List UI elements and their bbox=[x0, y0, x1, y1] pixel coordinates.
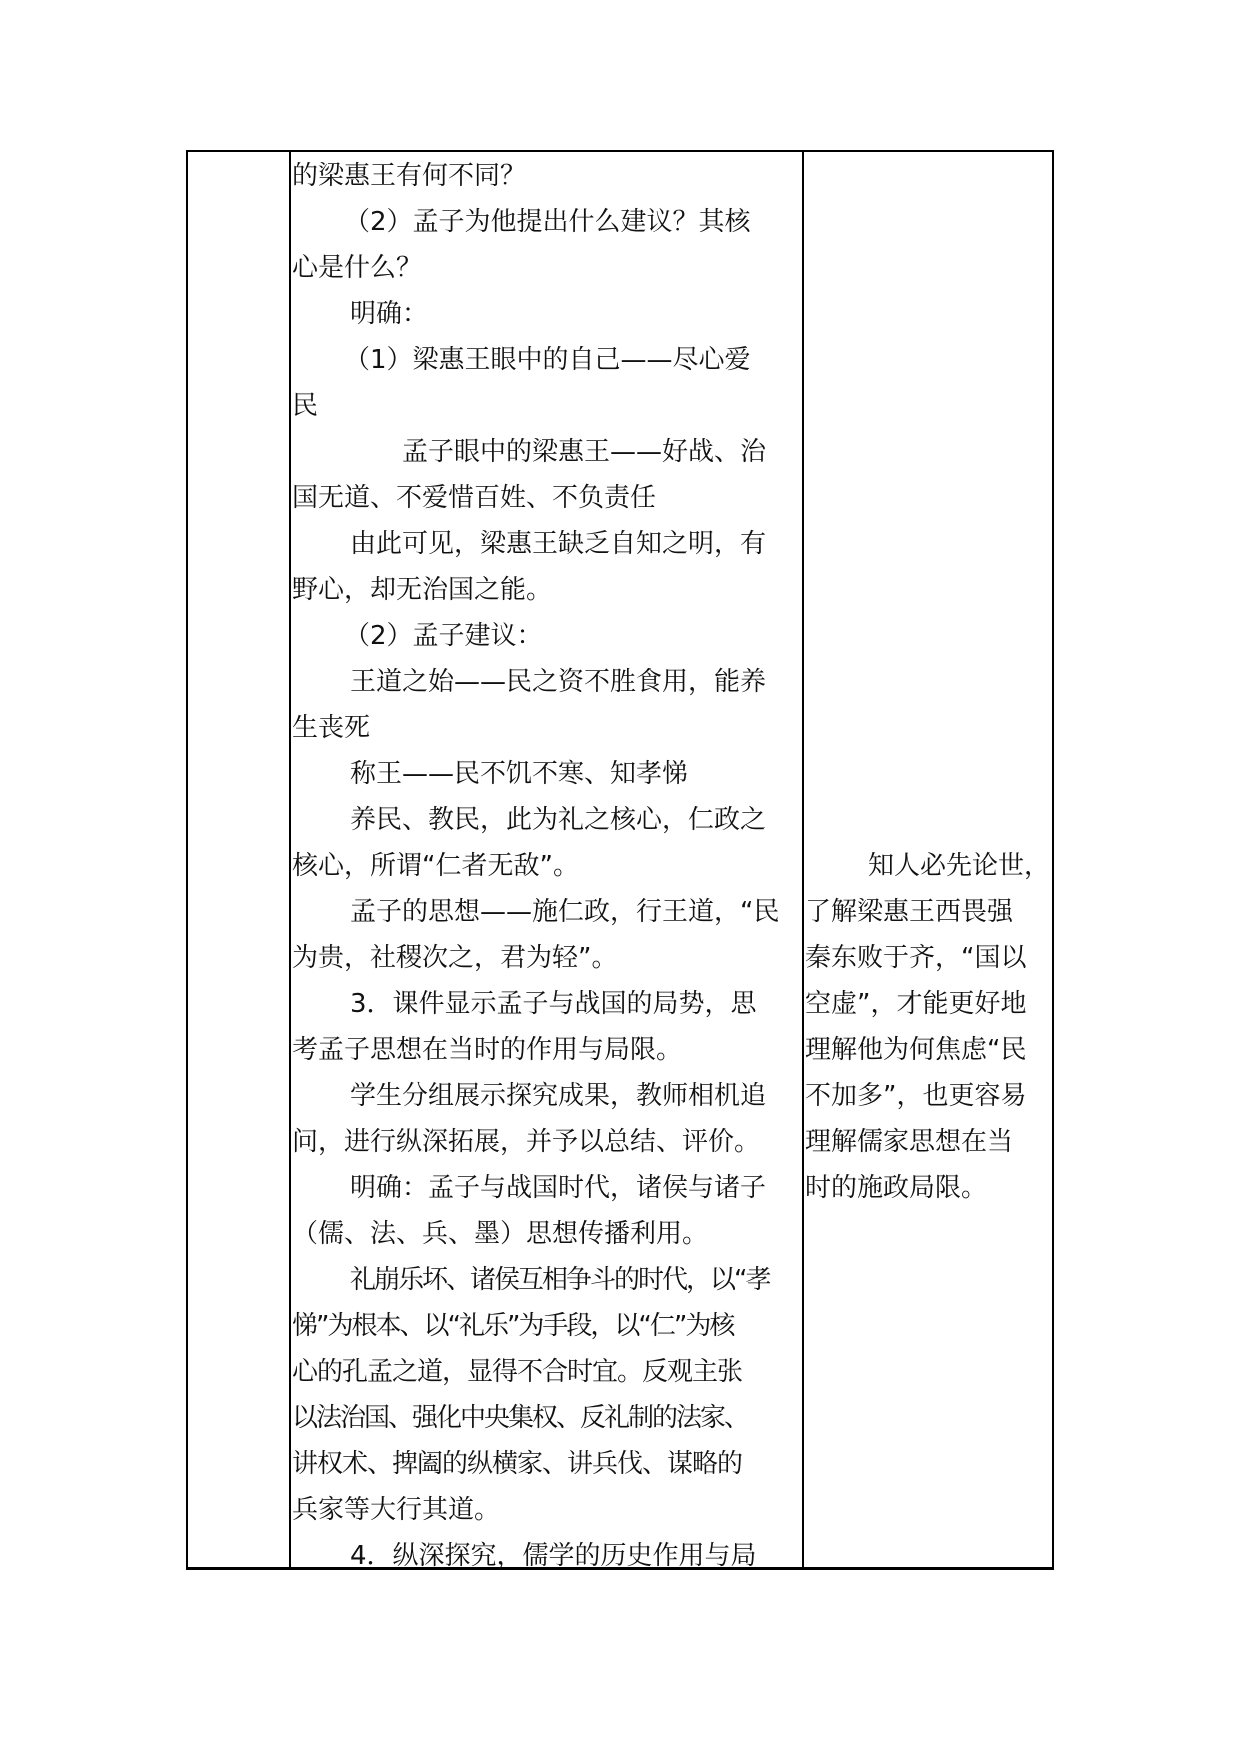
content-line: 讲权术、捭阖的纵横家、讲兵伐、谋略的 bbox=[292, 1449, 743, 1479]
note-line: 理解他为何焦虑“民 bbox=[805, 1035, 1027, 1065]
content-line: 国无道、不爱惜百姓、不负责任 bbox=[292, 483, 657, 513]
note-line: 时的施政局限。 bbox=[805, 1173, 988, 1203]
note-line: 秦东败于齐，“国以 bbox=[805, 943, 1027, 973]
content-line: 明确：孟子与战国时代，诸侯与诸子 bbox=[350, 1173, 767, 1203]
note-line: 不加多”，也更容易 bbox=[805, 1081, 1027, 1111]
content-line: 养民、教民，此为礼之核心，仁政之 bbox=[350, 805, 767, 835]
content-line: 明确： bbox=[350, 299, 429, 329]
content-line: 问，进行纵深拓展，并予以总结、评价。 bbox=[292, 1127, 761, 1157]
lesson-table bbox=[186, 150, 1054, 1570]
content-line: （2）孟子建议： bbox=[344, 621, 543, 651]
content-line: 的梁惠王有何不同？ bbox=[292, 161, 527, 191]
note-line: 空虚”，才能更好地 bbox=[805, 989, 1027, 1019]
column-divider-right bbox=[802, 152, 804, 1567]
content-line: 生丧死 bbox=[292, 713, 371, 743]
note-line: 了解梁惠王西畏强 bbox=[805, 897, 1014, 927]
content-line: 心的孔孟之道，显得不合时宜。反观主张 bbox=[292, 1357, 743, 1387]
note-line: 知人必先论世， bbox=[868, 851, 1051, 881]
content-line: 考孟子思想在当时的作用与局限。 bbox=[292, 1035, 683, 1065]
content-line: 为贵，社稷次之，君为轻”。 bbox=[292, 943, 618, 973]
content-line: （1）梁惠王眼中的自己——尽心爱 bbox=[344, 345, 751, 375]
content-line: 以法治国、强化中央集权、反礼制的法家、 bbox=[292, 1403, 749, 1433]
content-line: 礼崩乐坏、诸侯互相争斗的时代，以“孝 bbox=[350, 1265, 770, 1295]
content-line: 民 bbox=[292, 391, 319, 421]
content-line: 核心，所谓“仁者无敌”。 bbox=[292, 851, 579, 881]
content-line: 孟子的思想——施仁政，行王道，“民 bbox=[350, 897, 780, 927]
content-line: 孟子眼中的梁惠王——好战、治 bbox=[402, 437, 767, 467]
content-line: 3．课件显示孟子与战国的局势，思 bbox=[350, 989, 757, 1019]
content-line: （儒、法、兵、墨）思想传播利用。 bbox=[292, 1219, 709, 1249]
content-line: 野心，却无治国之能。 bbox=[292, 575, 553, 605]
content-line: 心是什么？ bbox=[292, 253, 423, 283]
content-line: 王道之始——民之资不胜食用，能养 bbox=[350, 667, 767, 697]
content-line: 学生分组展示探究成果，教师相机追 bbox=[350, 1081, 767, 1111]
note-line: 理解儒家思想在当 bbox=[805, 1127, 1014, 1157]
content-line: 4．纵深探究，儒学的历史作用与局 bbox=[350, 1541, 757, 1571]
content-line: （2）孟子为他提出什么建议？其核 bbox=[344, 207, 751, 237]
content-line: 悌”为根本、以“礼乐”为手段，以“仁”为核 bbox=[292, 1311, 734, 1341]
column-divider-left bbox=[289, 152, 291, 1567]
content-line: 兵家等大行其道。 bbox=[292, 1495, 501, 1525]
content-line: 由此可见，梁惠王缺乏自知之明，有 bbox=[350, 529, 767, 559]
content-line: 称王——民不饥不寒、知孝悌 bbox=[350, 759, 689, 789]
